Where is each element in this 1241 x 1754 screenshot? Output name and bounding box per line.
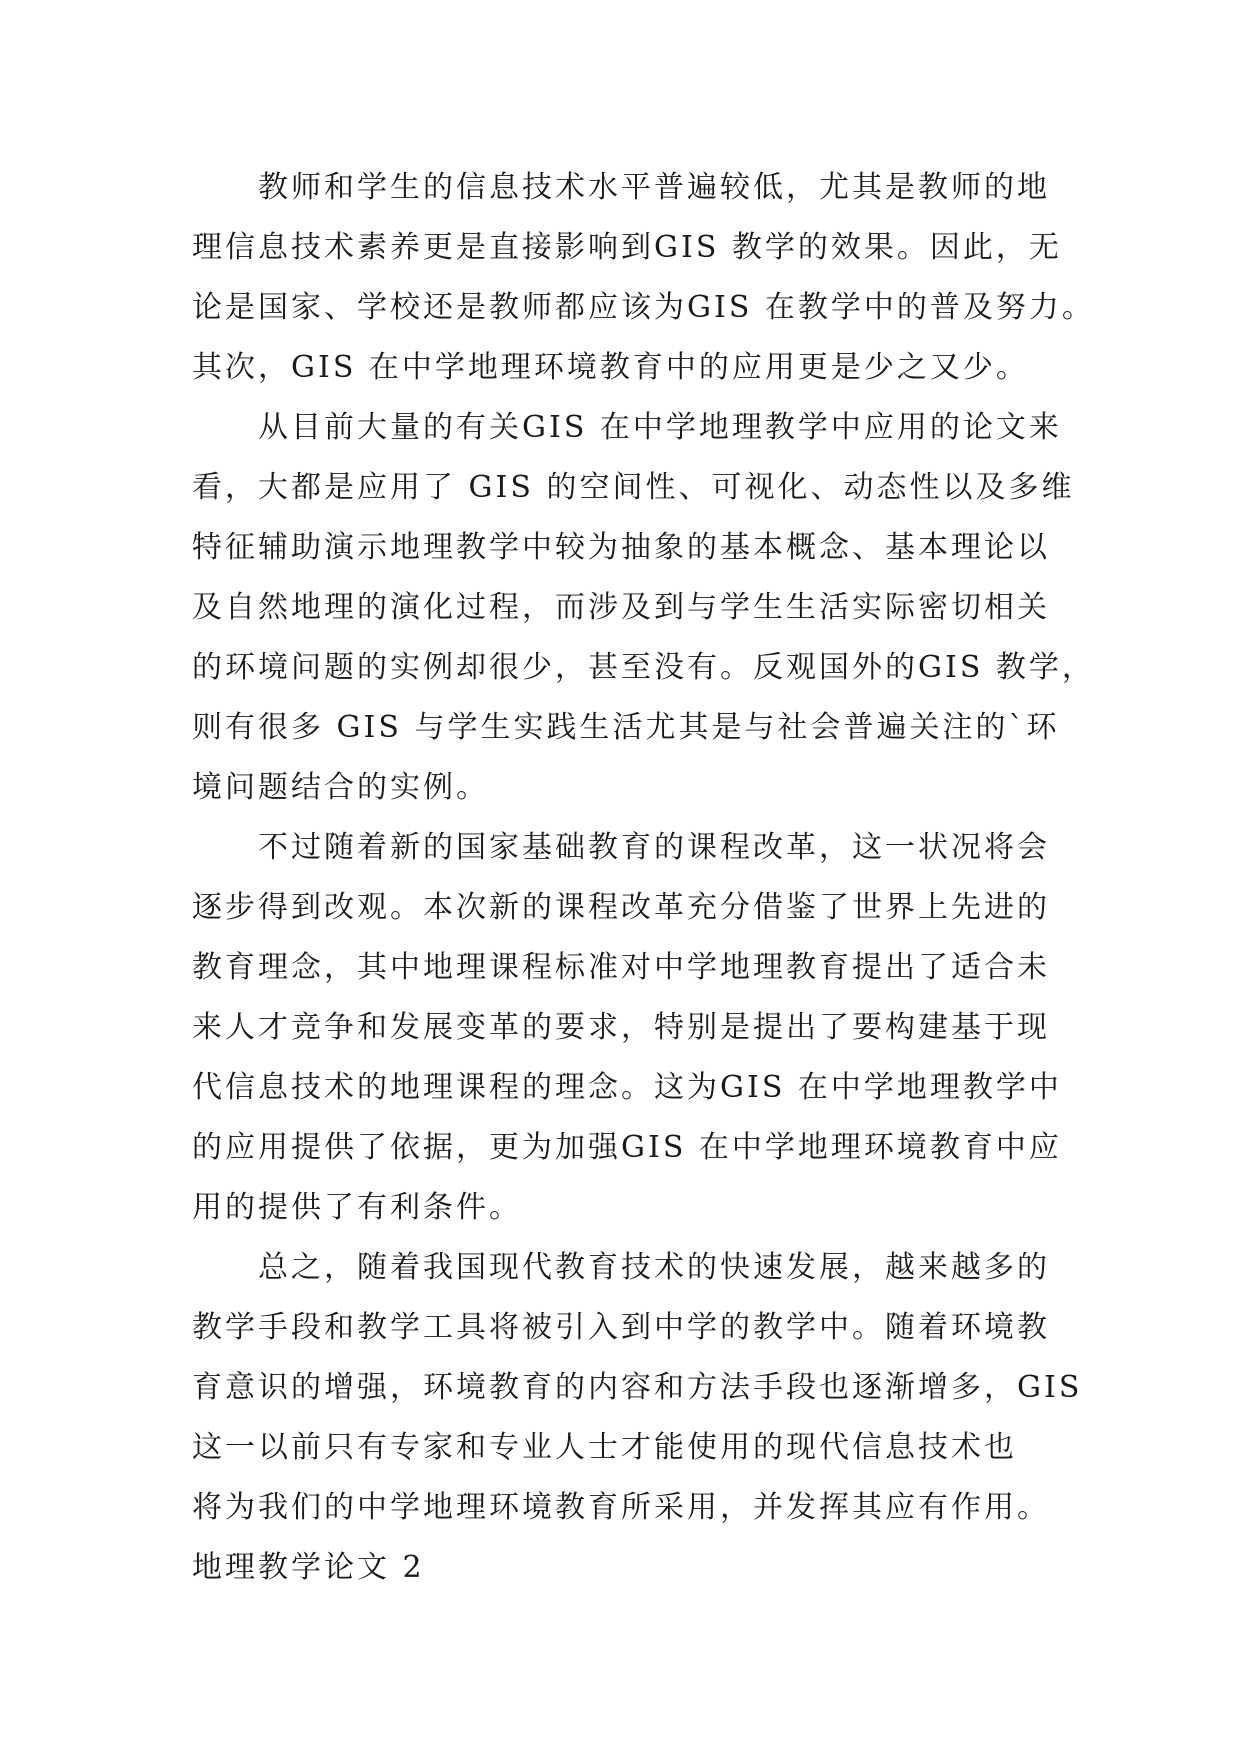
text-line: 及自然地理的演化过程，而涉及到与学生生活实际密切相关 <box>192 590 1050 625</box>
text-line: 教育理念，其中地理课程标准对中学地理教育提出了适合未 <box>192 950 1050 985</box>
text-line: 不过随着新的国家基础教育的课程改革，这一状况将会 <box>258 830 1050 865</box>
text-line: 代信息技术的地理课程的理念。这为GIS 在中学地理教学中 <box>192 1070 1062 1105</box>
text-line: 理信息技术素养更是直接影响到GIS 教学的效果。因此，无 <box>192 230 1062 265</box>
text-line: 用的提供了有利条件。 <box>192 1190 522 1225</box>
text-line: 的环境问题的实例却很少，甚至没有。反观国外的GIS 教学， <box>192 650 1095 685</box>
text-line: 逐步得到改观。本次新的课程改革充分借鉴了世界上先进的 <box>192 890 1050 925</box>
text-line: 教师和学生的信息技术水平普遍较低，尤其是教师的地 <box>258 170 1050 205</box>
text-line: 从目前大量的有关GIS 在中学地理教学中应用的论文来 <box>258 410 1062 445</box>
section-heading: 地理教学论文 2 <box>192 1550 425 1585</box>
text-line: 看，大都是应用了 GIS 的空间性、可视化、动态性以及多维 <box>192 470 1075 505</box>
text-line: 育意识的增强，环境教育的内容和方法手段也逐渐增多，GIS <box>192 1370 1083 1405</box>
text-line: 总之，随着我国现代教育技术的快速发展，越来越多的 <box>258 1250 1050 1285</box>
text-line: 则有很多 GIS 与学生实践生活尤其是与社会普遍关注的`环 <box>192 710 1060 745</box>
text-line: 来人才竞争和发展变革的要求，特别是提出了要构建基于现 <box>192 1010 1050 1045</box>
text-line: 的应用提供了依据，更为加强GIS 在中学地理环境教育中应 <box>192 1130 1062 1165</box>
text-line: 其次，GIS 在中学地理环境教育中的应用更是少之又少。 <box>192 350 1029 385</box>
text-line: 将为我们的中学地理环境教育所采用，并发挥其应有作用。 <box>192 1490 1050 1525</box>
text-line: 教学手段和教学工具将被引入到中学的教学中。随着环境教 <box>192 1310 1050 1345</box>
text-line: 特征辅助演示地理教学中较为抽象的基本概念、基本理论以 <box>192 530 1050 565</box>
text-line: 论是国家、学校还是教师都应该为GIS 在教学中的普及努力。 <box>192 290 1095 325</box>
document-body <box>192 158 1095 1598</box>
text-line: 这一以前只有专家和专业人士才能使用的现代信息技术也 <box>192 1430 1017 1465</box>
text-line: 境问题结合的实例。 <box>192 770 489 805</box>
